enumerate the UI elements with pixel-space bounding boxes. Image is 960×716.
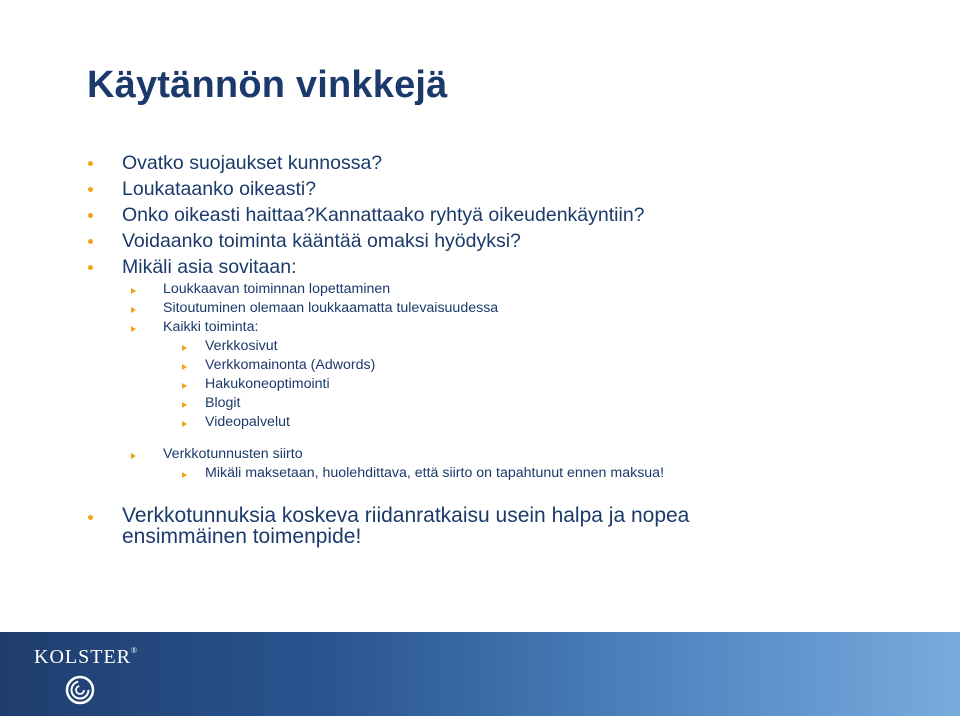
bullet-triangle-icon xyxy=(182,472,187,478)
sub-sub-bullet-item: Mikäli maksetaan, huolehdittava, että siirto on tapahtunut ennen maksua! xyxy=(205,465,665,481)
bullet-triangle-icon xyxy=(182,421,187,427)
bullet-triangle-icon xyxy=(182,383,187,389)
bullet-dot-icon xyxy=(88,187,93,192)
bullet-item: Ovatko suojaukset kunnossa? xyxy=(122,152,383,174)
sub-sub-bullet-item: Verkkomainonta (Adwords) xyxy=(205,357,376,373)
bullet-dot-icon xyxy=(88,265,93,270)
sub-bullet-item: Loukkaavan toiminnan lopettaminen xyxy=(163,281,391,297)
sub-bullet-item: Sitoutuminen olemaan loukkaamatta tulevaisuudessa xyxy=(163,300,499,316)
bullet-triangle-icon xyxy=(131,288,136,294)
bullet-item: Loukataanko oikeasti? xyxy=(122,178,317,200)
bullet-triangle-icon xyxy=(182,345,187,351)
bullet-item: Verkkotunnuksia koskeva riidanratkaisu usein halpa ja nopea ensimmäinen toimenpide! xyxy=(122,504,690,548)
bullet-dot-icon xyxy=(88,515,93,520)
bullet-triangle-icon xyxy=(131,307,136,313)
company-logo xyxy=(34,646,138,669)
registered-mark: ® xyxy=(131,646,139,655)
sub-sub-bullet-item: Hakukoneoptimointi xyxy=(205,376,330,392)
bullet-triangle-icon xyxy=(182,364,187,370)
slide-title: Käytännön vinkkejä xyxy=(87,64,448,106)
bullet-triangle-icon xyxy=(131,326,136,332)
bullet-triangle-icon xyxy=(182,402,187,408)
bullet-item: Mikäli asia sovitaan: xyxy=(122,256,297,278)
bullet-item: Voidaanko toiminta kääntää omaksi hyödyksi? xyxy=(122,230,521,252)
bullet-item: Onko oikeasti haittaa?Kannattaako ryhtyä oikeudenkäyntiin? xyxy=(122,204,645,226)
bullet-dot-icon xyxy=(88,213,93,218)
bullet-dot-icon xyxy=(88,239,93,244)
bullet-triangle-icon xyxy=(131,453,136,459)
bullet-dot-icon xyxy=(88,161,93,166)
sub-bullet-item: Kaikki toiminta: xyxy=(163,319,259,335)
sub-sub-bullet-item: Blogit xyxy=(205,395,241,411)
footer-bar xyxy=(0,632,960,716)
sub-bullet-item: Verkkotunnusten siirto xyxy=(163,446,303,462)
sub-sub-bullet-item: Verkkosivut xyxy=(205,338,278,354)
sub-sub-bullet-item: Videopalvelut xyxy=(205,414,290,430)
logo-text: KOLSTER xyxy=(34,646,131,668)
kolster-circle-logo-icon xyxy=(64,674,96,706)
